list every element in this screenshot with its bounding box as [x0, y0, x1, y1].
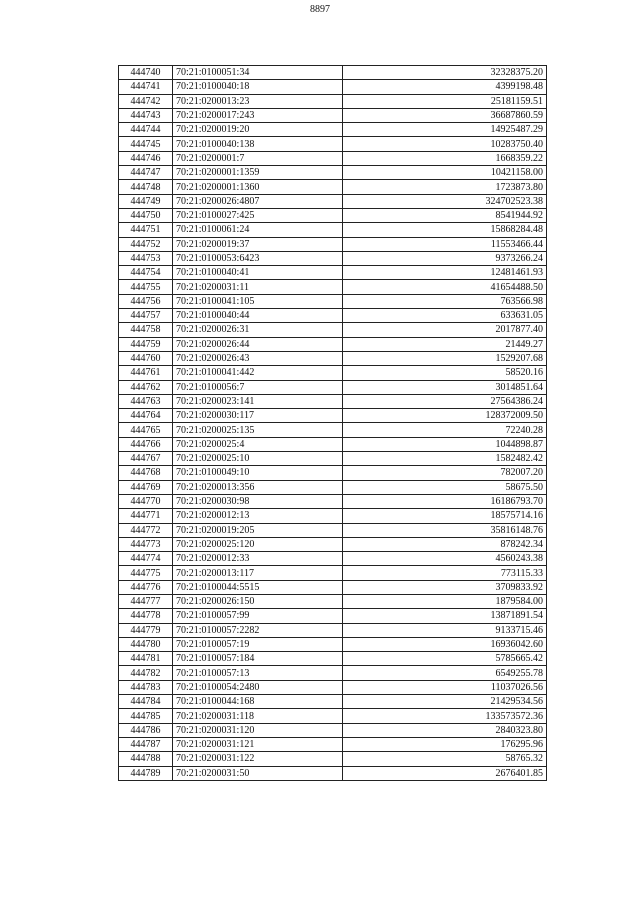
- cadastral-number-cell: 70:21:0100044:5515: [173, 580, 343, 594]
- cadastral-number-cell: 70:21:0200031:118: [173, 709, 343, 723]
- row-number-cell: 444770: [119, 494, 173, 508]
- cadastral-number-cell: 70:21:0100027:425: [173, 208, 343, 222]
- page-number: 8897: [310, 4, 330, 15]
- table-row: [119, 523, 547, 537]
- table-row: [119, 266, 547, 280]
- cadastral-number-cell: 70:21:0100057:13: [173, 666, 343, 680]
- value-cell: 18575714.16: [343, 509, 547, 523]
- value-cell: 10421158.00: [343, 166, 547, 180]
- value-cell: 13871891.54: [343, 609, 547, 623]
- table-row: [119, 537, 547, 551]
- cadastral-number-cell: 70:21:0100051:34: [173, 66, 343, 80]
- row-number-cell: 444742: [119, 94, 173, 108]
- cadastral-number-cell: 70:21:0100057:184: [173, 652, 343, 666]
- value-cell: 1723873.80: [343, 180, 547, 194]
- value-cell: 58675.50: [343, 480, 547, 494]
- table-row: [119, 137, 547, 151]
- row-number-cell: 444777: [119, 594, 173, 608]
- value-cell: 176295.96: [343, 737, 547, 751]
- value-cell: 782007.20: [343, 466, 547, 480]
- value-cell: 773115.33: [343, 566, 547, 580]
- row-number-cell: 444776: [119, 580, 173, 594]
- value-cell: 8541944.92: [343, 208, 547, 222]
- cadastral-number-cell: 70:21:0200026:44: [173, 337, 343, 351]
- value-cell: 15868284.48: [343, 223, 547, 237]
- row-number-cell: 444759: [119, 337, 173, 351]
- table-row: [119, 80, 547, 94]
- table-row: [119, 66, 547, 80]
- row-number-cell: 444760: [119, 351, 173, 365]
- row-number-cell: 444748: [119, 180, 173, 194]
- value-cell: 11553466.44: [343, 237, 547, 251]
- table-row: [119, 494, 547, 508]
- value-cell: 35816148.76: [343, 523, 547, 537]
- row-number-cell: 444758: [119, 323, 173, 337]
- cadastral-number-cell: 70:21:0100057:99: [173, 609, 343, 623]
- table-row: [119, 323, 547, 337]
- row-number-cell: 444785: [119, 709, 173, 723]
- row-number-cell: 444786: [119, 723, 173, 737]
- value-cell: 12481461.93: [343, 266, 547, 280]
- table-row: [119, 652, 547, 666]
- table-row: [119, 466, 547, 480]
- cadastral-number-cell: 70:21:0200001:1359: [173, 166, 343, 180]
- row-number-cell: 444764: [119, 409, 173, 423]
- value-cell: 4399198.48: [343, 80, 547, 94]
- cadastral-number-cell: 70:21:0200013:117: [173, 566, 343, 580]
- row-number-cell: 444757: [119, 309, 173, 323]
- table-row: [119, 752, 547, 766]
- cadastral-number-cell: 70:21:0200019:20: [173, 123, 343, 137]
- value-cell: 3709833.92: [343, 580, 547, 594]
- value-cell: 58520.16: [343, 366, 547, 380]
- table-row: [119, 151, 547, 165]
- cadastral-number-cell: 70:21:0200019:37: [173, 237, 343, 251]
- row-number-cell: 444745: [119, 137, 173, 151]
- value-cell: 36687860.59: [343, 108, 547, 122]
- cadastral-number-cell: 70:21:0200031:120: [173, 723, 343, 737]
- row-number-cell: 444740: [119, 66, 173, 80]
- table-row: [119, 680, 547, 694]
- cadastral-number-cell: 70:21:0100040:44: [173, 309, 343, 323]
- table-row: [119, 366, 547, 380]
- table-row: [119, 294, 547, 308]
- table-row: [119, 280, 547, 294]
- value-cell: 133573572.36: [343, 709, 547, 723]
- table-row: [119, 108, 547, 122]
- row-number-cell: 444773: [119, 537, 173, 551]
- cadastral-number-cell: 70:21:0200013:356: [173, 480, 343, 494]
- cadastral-number-cell: 70:21:0200031:50: [173, 766, 343, 780]
- value-cell: 14925487.29: [343, 123, 547, 137]
- cadastral-number-cell: 70:21:0100053:6423: [173, 251, 343, 265]
- cadastral-number-cell: 70:21:0200025:120: [173, 537, 343, 551]
- row-number-cell: 444743: [119, 108, 173, 122]
- row-number-cell: 444775: [119, 566, 173, 580]
- value-cell: 10283750.40: [343, 137, 547, 151]
- row-number-cell: 444746: [119, 151, 173, 165]
- table-row: [119, 423, 547, 437]
- row-number-cell: 444774: [119, 552, 173, 566]
- value-cell: 11037026.56: [343, 680, 547, 694]
- row-number-cell: 444744: [119, 123, 173, 137]
- cadastral-number-cell: 70:21:0200012:13: [173, 509, 343, 523]
- row-number-cell: 444771: [119, 509, 173, 523]
- table-row: [119, 509, 547, 523]
- cadastral-number-cell: 70:21:0100040:41: [173, 266, 343, 280]
- cadastral-number-cell: 70:21:0200026:150: [173, 594, 343, 608]
- row-number-cell: 444765: [119, 423, 173, 437]
- value-cell: 25181159.51: [343, 94, 547, 108]
- cadastral-number-cell: 70:21:0200025:4: [173, 437, 343, 451]
- cadastral-number-cell: 70:21:0100061:24: [173, 223, 343, 237]
- cadastral-number-cell: 70:21:0100057:19: [173, 637, 343, 651]
- value-cell: 27564386.24: [343, 394, 547, 408]
- row-number-cell: 444756: [119, 294, 173, 308]
- cadastral-number-cell: 70:21:0200013:23: [173, 94, 343, 108]
- table-row: [119, 766, 547, 780]
- table-row: [119, 166, 547, 180]
- cadastral-number-cell: 70:21:0100057:2282: [173, 623, 343, 637]
- cadastral-number-cell: 70:21:0100044:168: [173, 695, 343, 709]
- value-cell: 1529207.68: [343, 351, 547, 365]
- table-row: [119, 580, 547, 594]
- value-cell: 6549255.78: [343, 666, 547, 680]
- row-number-cell: 444783: [119, 680, 173, 694]
- row-number-cell: 444755: [119, 280, 173, 294]
- row-number-cell: 444753: [119, 251, 173, 265]
- row-number-cell: 444782: [119, 666, 173, 680]
- table-row: [119, 552, 547, 566]
- table-row: [119, 223, 547, 237]
- row-number-cell: 444751: [119, 223, 173, 237]
- row-number-cell: 444768: [119, 466, 173, 480]
- value-cell: 16186793.70: [343, 494, 547, 508]
- row-number-cell: 444787: [119, 737, 173, 751]
- cadastral-number-cell: 70:21:0200030:98: [173, 494, 343, 508]
- table-row: [119, 380, 547, 394]
- cadastral-number-cell: 70:21:0100041:105: [173, 294, 343, 308]
- cadastral-number-cell: 70:21:0200030:117: [173, 409, 343, 423]
- value-cell: 633631.05: [343, 309, 547, 323]
- row-number-cell: 444763: [119, 394, 173, 408]
- cadastral-number-cell: 70:21:0200001:1360: [173, 180, 343, 194]
- value-cell: 21449.27: [343, 337, 547, 351]
- value-cell: 72240.28: [343, 423, 547, 437]
- row-number-cell: 444749: [119, 194, 173, 208]
- row-number-cell: 444772: [119, 523, 173, 537]
- table-row: [119, 94, 547, 108]
- cadastral-number-cell: 70:21:0200031:11: [173, 280, 343, 294]
- table-row: [119, 251, 547, 265]
- row-number-cell: 444769: [119, 480, 173, 494]
- value-cell: 1668359.22: [343, 151, 547, 165]
- registry-table: [118, 65, 547, 781]
- cadastral-number-cell: 70:21:0200001:7: [173, 151, 343, 165]
- table-row: [119, 452, 547, 466]
- row-number-cell: 444747: [119, 166, 173, 180]
- cadastral-number-cell: 70:21:0200031:121: [173, 737, 343, 751]
- row-number-cell: 444752: [119, 237, 173, 251]
- row-number-cell: 444780: [119, 637, 173, 651]
- value-cell: 9133715.46: [343, 623, 547, 637]
- cadastral-number-cell: 70:21:0200031:122: [173, 752, 343, 766]
- table-row: [119, 309, 547, 323]
- table-row: [119, 737, 547, 751]
- row-number-cell: 444750: [119, 208, 173, 222]
- table-row: [119, 695, 547, 709]
- cadastral-number-cell: 70:21:0100040:18: [173, 80, 343, 94]
- cadastral-number-cell: 70:21:0200025:10: [173, 452, 343, 466]
- cadastral-number-cell: 70:21:0100041:442: [173, 366, 343, 380]
- cadastral-number-cell: 70:21:0100049:10: [173, 466, 343, 480]
- row-number-cell: 444781: [119, 652, 173, 666]
- value-cell: 1879584.00: [343, 594, 547, 608]
- value-cell: 9373266.24: [343, 251, 547, 265]
- row-number-cell: 444754: [119, 266, 173, 280]
- value-cell: 2840323.80: [343, 723, 547, 737]
- value-cell: 41654488.50: [343, 280, 547, 294]
- table-row: [119, 180, 547, 194]
- row-number-cell: 444741: [119, 80, 173, 94]
- value-cell: 1044898.87: [343, 437, 547, 451]
- row-number-cell: 444766: [119, 437, 173, 451]
- row-number-cell: 444784: [119, 695, 173, 709]
- row-number-cell: 444789: [119, 766, 173, 780]
- table-row: [119, 123, 547, 137]
- cadastral-number-cell: 70:21:0100040:138: [173, 137, 343, 151]
- value-cell: 16936042.60: [343, 637, 547, 651]
- registry-table-body: [119, 66, 547, 781]
- value-cell: 32328375.20: [343, 66, 547, 80]
- table-row: [119, 566, 547, 580]
- value-cell: 2676401.85: [343, 766, 547, 780]
- cadastral-number-cell: 70:21:0100056:7: [173, 380, 343, 394]
- table-row: [119, 709, 547, 723]
- table-row: [119, 437, 547, 451]
- value-cell: 878242.34: [343, 537, 547, 551]
- table-row: [119, 409, 547, 423]
- row-number-cell: 444761: [119, 366, 173, 380]
- table-row: [119, 237, 547, 251]
- table-row: [119, 480, 547, 494]
- row-number-cell: 444779: [119, 623, 173, 637]
- cadastral-number-cell: 70:21:0200026:43: [173, 351, 343, 365]
- table-row: [119, 194, 547, 208]
- table-row: [119, 666, 547, 680]
- value-cell: 5785665.42: [343, 652, 547, 666]
- value-cell: 324702523.38: [343, 194, 547, 208]
- value-cell: 21429534.56: [343, 695, 547, 709]
- table-row: [119, 723, 547, 737]
- table-row: [119, 337, 547, 351]
- cadastral-number-cell: 70:21:0200019:205: [173, 523, 343, 537]
- table-row: [119, 637, 547, 651]
- value-cell: 763566.98: [343, 294, 547, 308]
- row-number-cell: 444767: [119, 452, 173, 466]
- value-cell: 1582482.42: [343, 452, 547, 466]
- table-row: [119, 351, 547, 365]
- cadastral-number-cell: 70:21:0200025:135: [173, 423, 343, 437]
- row-number-cell: 444778: [119, 609, 173, 623]
- value-cell: 2017877.40: [343, 323, 547, 337]
- row-number-cell: 444788: [119, 752, 173, 766]
- cadastral-number-cell: 70:21:0100054:2480: [173, 680, 343, 694]
- cadastral-number-cell: 70:21:0200017:243: [173, 108, 343, 122]
- cadastral-number-cell: 70:21:0200023:141: [173, 394, 343, 408]
- value-cell: 4560243.38: [343, 552, 547, 566]
- table-row: [119, 609, 547, 623]
- value-cell: 128372009.50: [343, 409, 547, 423]
- table-row: [119, 623, 547, 637]
- cadastral-number-cell: 70:21:0200026:31: [173, 323, 343, 337]
- table-row: [119, 594, 547, 608]
- table-row: [119, 208, 547, 222]
- cadastral-number-cell: 70:21:0200026:4807: [173, 194, 343, 208]
- value-cell: 58765.32: [343, 752, 547, 766]
- row-number-cell: 444762: [119, 380, 173, 394]
- table-row: [119, 394, 547, 408]
- cadastral-number-cell: 70:21:0200012:33: [173, 552, 343, 566]
- value-cell: 3014851.64: [343, 380, 547, 394]
